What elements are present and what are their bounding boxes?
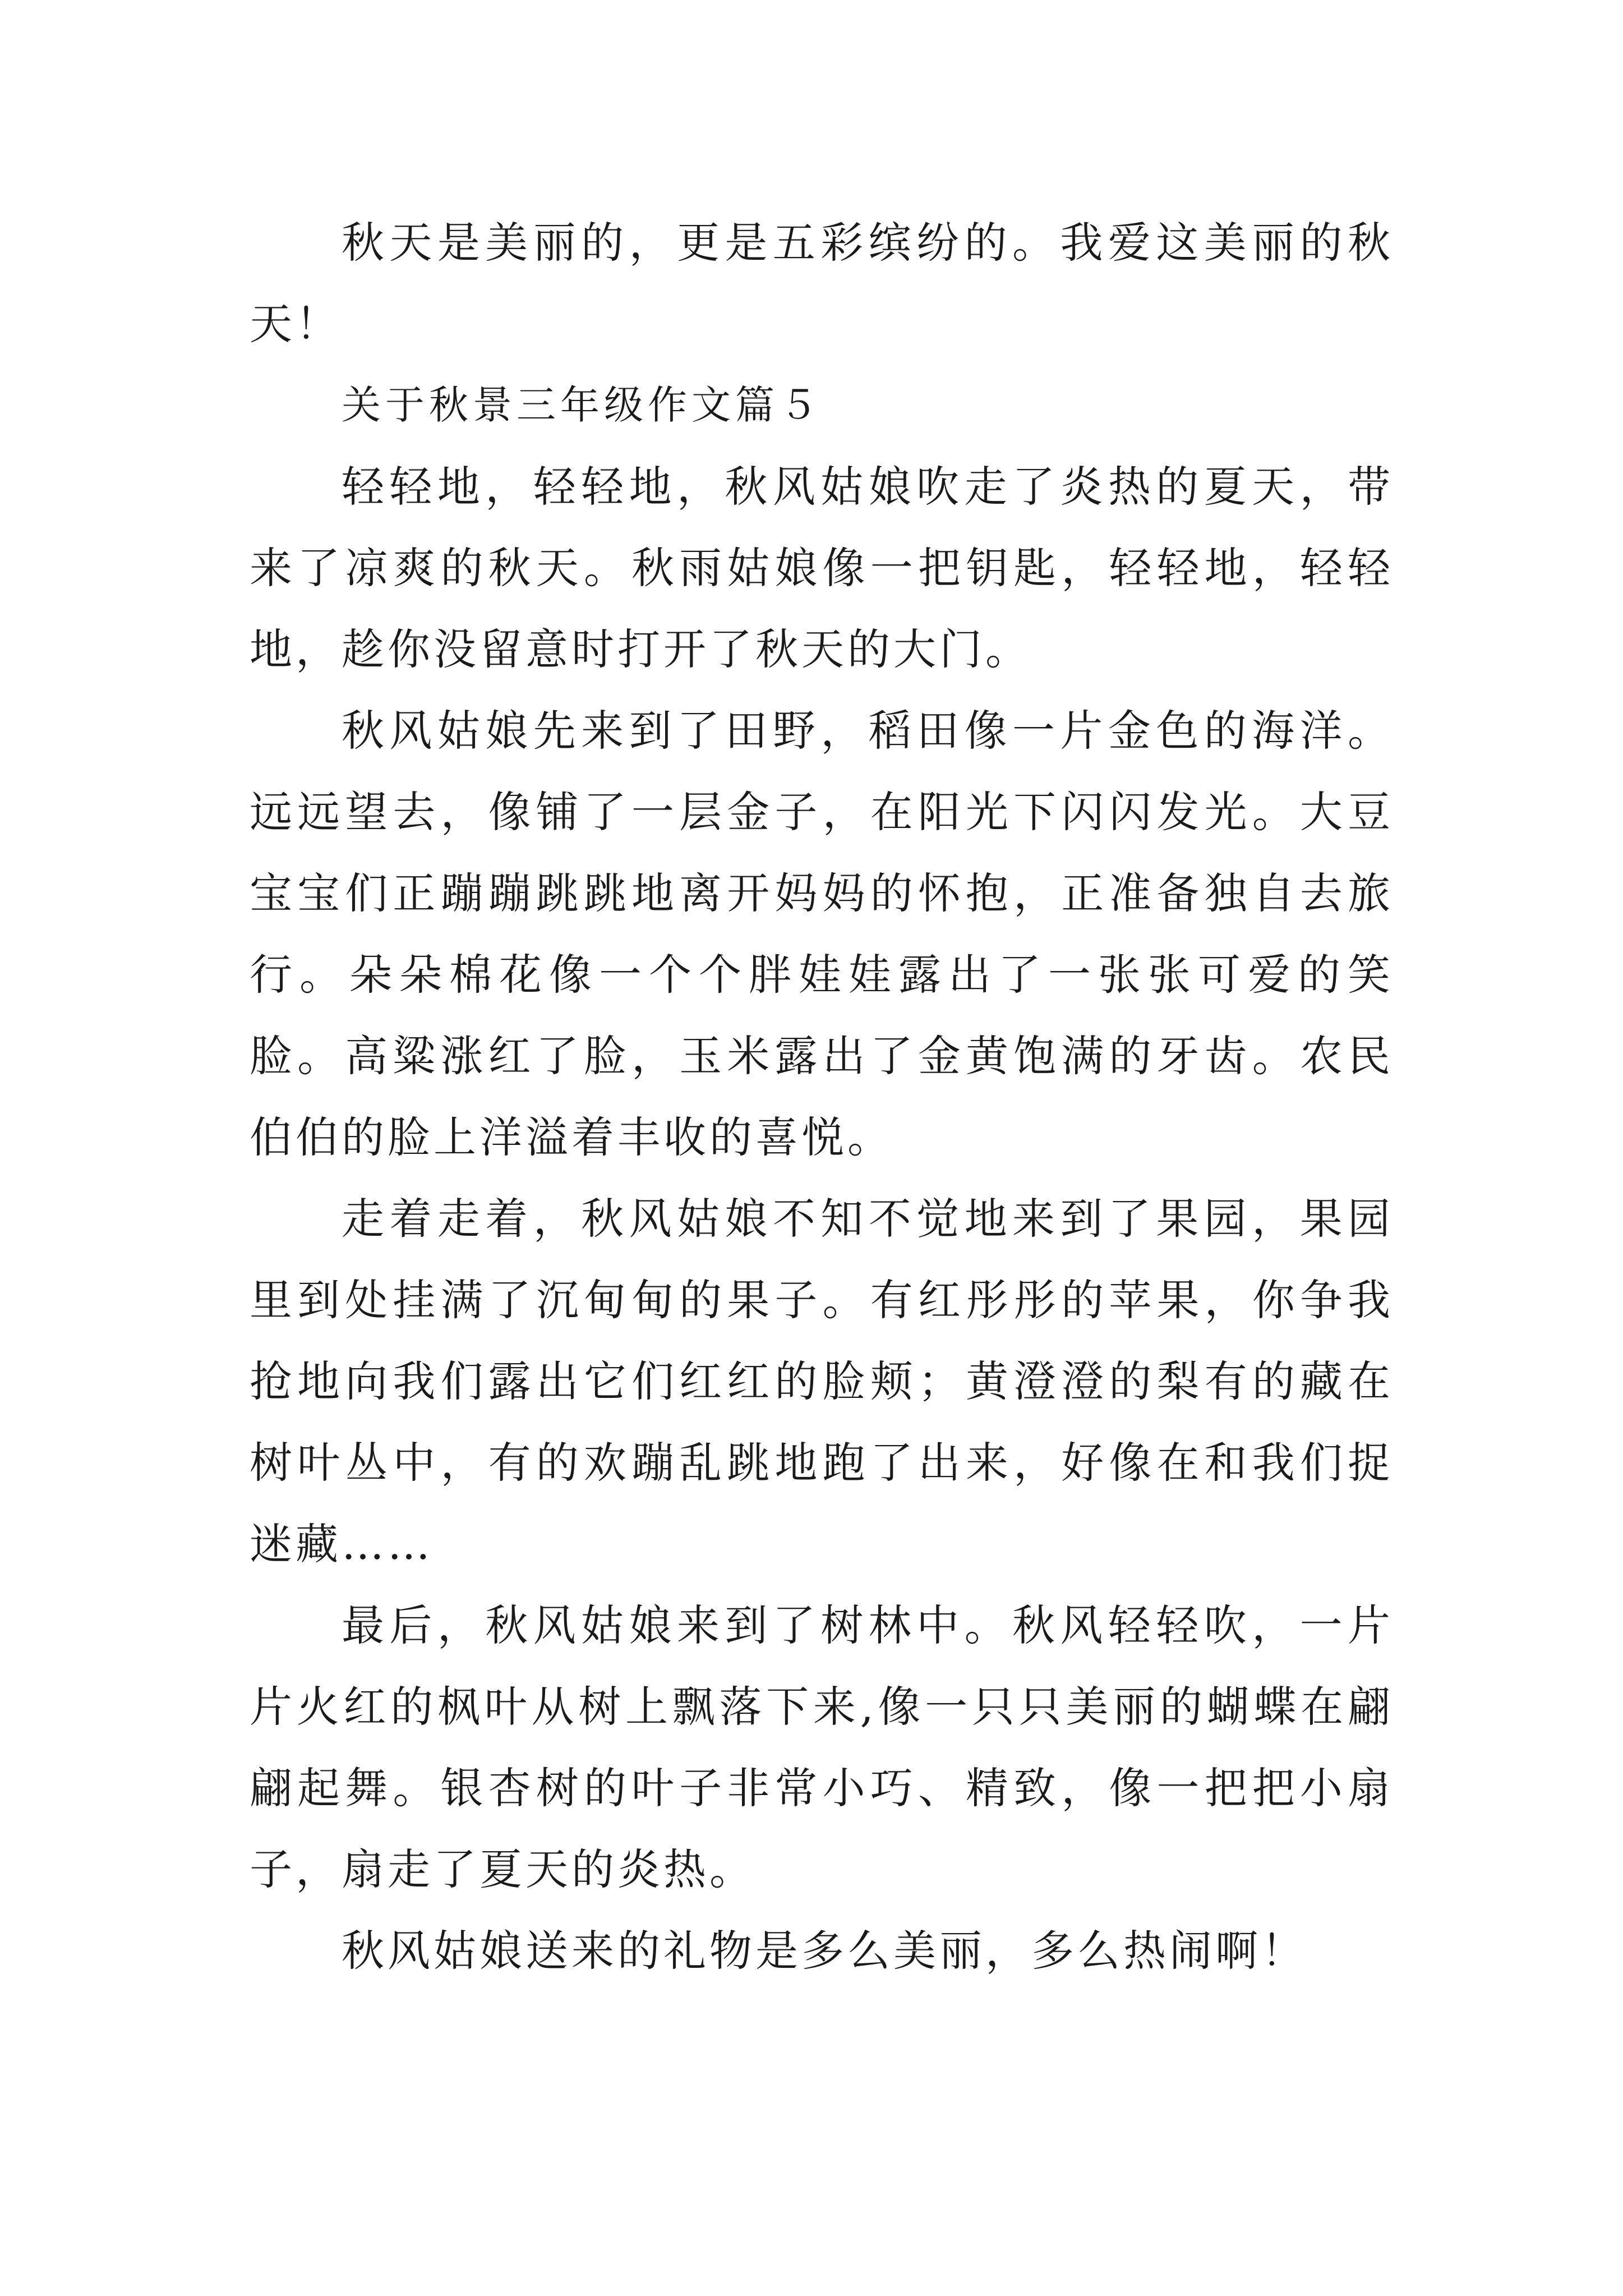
- section-heading: 关于秋景三年级作文篇５: [342, 382, 823, 428]
- paragraph-forest: 最后，秋风姑娘来到了树林中。秋风轻轻吹，一片片火红的枫叶从树上飘落下来,像一只只美丽的蝴蝶在翩翩起舞。银杏树的叶子非常小巧、精致，像一把把小扇子，扇走了夏天的炎热。: [250, 1600, 1394, 1894]
- paragraph-conclusion: 秋风姑娘送来的礼物是多么美丽，多么热闹啊！: [342, 1926, 1307, 1976]
- document-body: [250, 202, 1394, 1991]
- paragraph-orchard: 走着走着，秋风姑娘不知不觉地来到了果园，果园里到处挂满了沉甸甸的果子。有红彤彤的苹果，你争我抢地向我们露出它们红红的脸颊；黄澄澄的梨有的藏在树叶丛中，有的欢蹦乱跳地跑了出来，好像在和我们捉迷藏……: [250, 1194, 1394, 1569]
- paragraph-closing-previous: 秋天是美丽的，更是五彩缤纷的。我爱这美丽的秋天！: [250, 218, 1394, 349]
- paragraph-intro: 轻轻地，轻轻地，秋风姑娘吹走了炎热的夏天，带来了凉爽的秋天。秋雨姑娘像一把钥匙，轻轻地，轻轻地，趁你没留意时打开了秋天的大门。: [250, 462, 1394, 674]
- paragraph-fields: 秋风姑娘先来到了田野，稻田像一片金色的海洋。远远望去，像铺了一层金子，在阳光下闪闪发光。大豆宝宝们正蹦蹦跳跳地离开妈妈的怀抱，正准备独自去旅行。朵朵棉花像一个个胖娃娃露出了一张张可爱的笑脸。高粱涨红了脸，玉米露出了金黄饱满的牙齿。农民伯伯的脸上洋溢着丰收的喜悦。: [250, 706, 1394, 1162]
